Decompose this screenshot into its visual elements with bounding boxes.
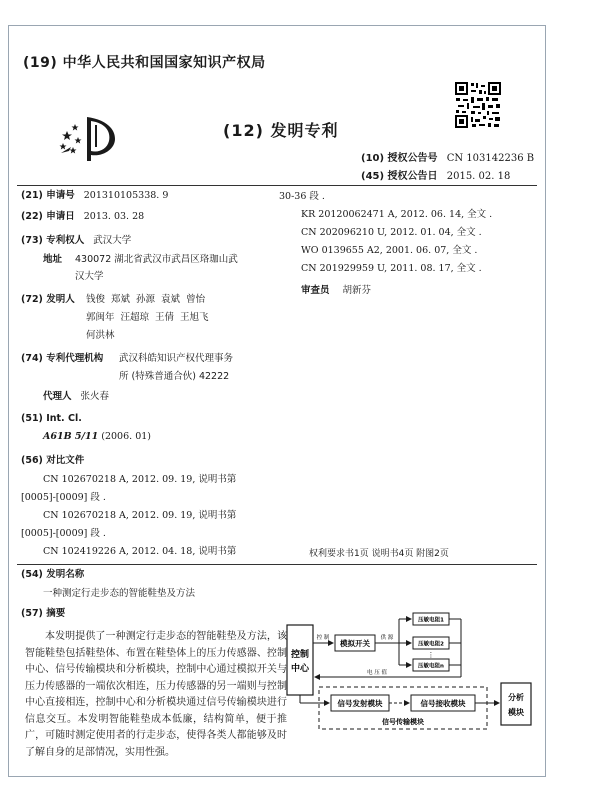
agent: 张火春 [80, 391, 110, 402]
analysis-module-box [501, 683, 531, 725]
agency-label: (74) 专利代理机构 [21, 353, 104, 364]
document-type: (12) 发明专利 [223, 121, 339, 140]
inventors-line-3: 何洪林 [86, 330, 115, 341]
invention-title: 一种测定行走步态的智能鞋垫及方法 [43, 588, 196, 599]
agent-label: 代理人 [43, 391, 72, 402]
transmission-module-label: 信号传输模块 [382, 718, 424, 726]
intcl-label: (51) Int. Cl. [21, 413, 82, 424]
address-line-1: 430072 湖北省武汉市武昌区珞珈山武 [75, 254, 238, 265]
publication-number-row [361, 149, 534, 164]
reference-continued-line: WO 0139655 A2, 2001. 06. 07, 全文 . [301, 245, 478, 256]
examiner-label: 审查员 [301, 285, 330, 296]
application-number-label: (21) 申请号 [21, 190, 75, 201]
voltage-label: 电 压 值 [367, 670, 387, 676]
reference-line: [0005]-[0009] 段 . [21, 528, 106, 539]
agency-line-1: 武汉科皓知识产权代理事务 [119, 353, 234, 364]
qr-code-icon [454, 81, 502, 129]
application-date: 2013. 03. 28 [83, 211, 145, 222]
analog-switch-label: 模拟开关 [340, 639, 370, 648]
patentee-row [21, 233, 131, 249]
application-number-row [21, 188, 168, 204]
patentee: 武汉大学 [93, 235, 132, 246]
application-date-label: (22) 申请日 [21, 211, 75, 222]
title-label: (54) 发明名称 [21, 569, 85, 580]
reference-continued-line: CN 202096210 U, 2012. 01. 04, 全文 . [301, 227, 482, 238]
application-number: 201310105338. 9 [83, 190, 169, 201]
examiner-row [301, 283, 371, 299]
reference-line: CN 102670218 A, 2012. 09. 19, 说明书第 [43, 474, 237, 485]
inventors-line-1: 钱俊 郑斌 孙源 袁斌 曾怡 [86, 294, 206, 305]
inventor-label: (72) 发明人 [21, 294, 75, 305]
reference-continued-line: 30-36 段 . [279, 191, 325, 202]
analysis-module-label-2: 模块 [508, 708, 524, 717]
patent-office-logo-icon [53, 113, 123, 165]
agency-line-2: 所 (特殊普通合伙) 42222 [119, 371, 230, 382]
intcl-code: A61B 5/11 [43, 431, 99, 442]
patent-office-name: (19) 中华人民共和国国家知识产权局 [23, 55, 266, 71]
publication-date-row [361, 167, 510, 182]
control-center-box [287, 625, 313, 695]
pressure-sensor-1-label: 压敏电阻1 [418, 617, 444, 624]
power-supply-label: 供 源 [380, 635, 394, 641]
publication-date-label: (45) 授权公告日 [361, 171, 438, 182]
publication-number-label: (10) 授权公告号 [361, 153, 438, 164]
pressure-sensor-2-label: 压敏电阻2 [418, 641, 444, 648]
intcl-date: (2006. 01) [101, 431, 151, 442]
examiner: 胡新芬 [342, 285, 372, 296]
control-signal-label: 控 制 [316, 635, 330, 641]
reference-line: [0005]-[0009] 段 . [21, 492, 106, 503]
address-label: 地址 [43, 254, 63, 265]
control-center-label-2: 中心 [290, 664, 310, 674]
patentee-label: (73) 专利权人 [21, 235, 85, 246]
reference-continued-line: CN 201929959 U, 2011. 08. 17, 全文 . [301, 263, 482, 274]
publication-date: 2015. 02. 18 [446, 171, 511, 182]
transmitter-label: 信号发射模块 [337, 699, 383, 708]
reference-line: CN 102419226 A, 2012. 04. 18, 说明书第 [43, 546, 237, 557]
pressure-sensor-n-label: 压敏电阻n [418, 663, 444, 670]
receiver-label: 信号接收模块 [420, 699, 466, 708]
control-center-label-1: 控制 [290, 650, 310, 660]
abstract-label: (57) 摘要 [21, 608, 66, 619]
application-date-row [21, 209, 144, 225]
abstract-text: 本发明提供了一种测定行走步态的智能鞋垫及方法，该智能鞋垫包括鞋垫体、布置在鞋垫体上的压力传感器、控制中心、信号传输模块和分析模块，控制中心通过模拟开关与压力传感器的一端依次相连，压力传感器的另一端则与控制中心直接相连，控制中心和分析模块通过信号传输模块进行信息交互。本发明智能鞋垫成本低廉，结构简单，便于推广，可随时测定使用者的行走步态，使得各类人都能够及时了解自身的足部情况，实用性强。 [25, 631, 287, 758]
inventors-line-2: 郭闽年 汪超琼 王倩 王旭飞 [86, 312, 209, 323]
analysis-module-label-1: 分析 [508, 693, 524, 702]
biblio-divider [17, 564, 537, 565]
agent-row [43, 389, 109, 405]
reference-line: CN 102670218 A, 2012. 09. 19, 说明书第 [43, 510, 237, 521]
page-count-footer: 权利要求书1页 说明书4页 附图2页 [309, 549, 449, 559]
system-block-diagram [285, 599, 535, 739]
address-line-2: 汉大学 [75, 271, 104, 282]
references-label: (56) 对比文件 [21, 455, 85, 466]
header-divider [17, 185, 537, 186]
patent-page [8, 25, 546, 777]
publication-number: CN 103142236 B [446, 153, 535, 164]
reference-continued-line: KR 20120062471 A, 2012. 06. 14, 全文 . [301, 209, 493, 220]
ellipsis-mark: ⋮ [427, 651, 435, 659]
intcl-row [43, 429, 151, 445]
